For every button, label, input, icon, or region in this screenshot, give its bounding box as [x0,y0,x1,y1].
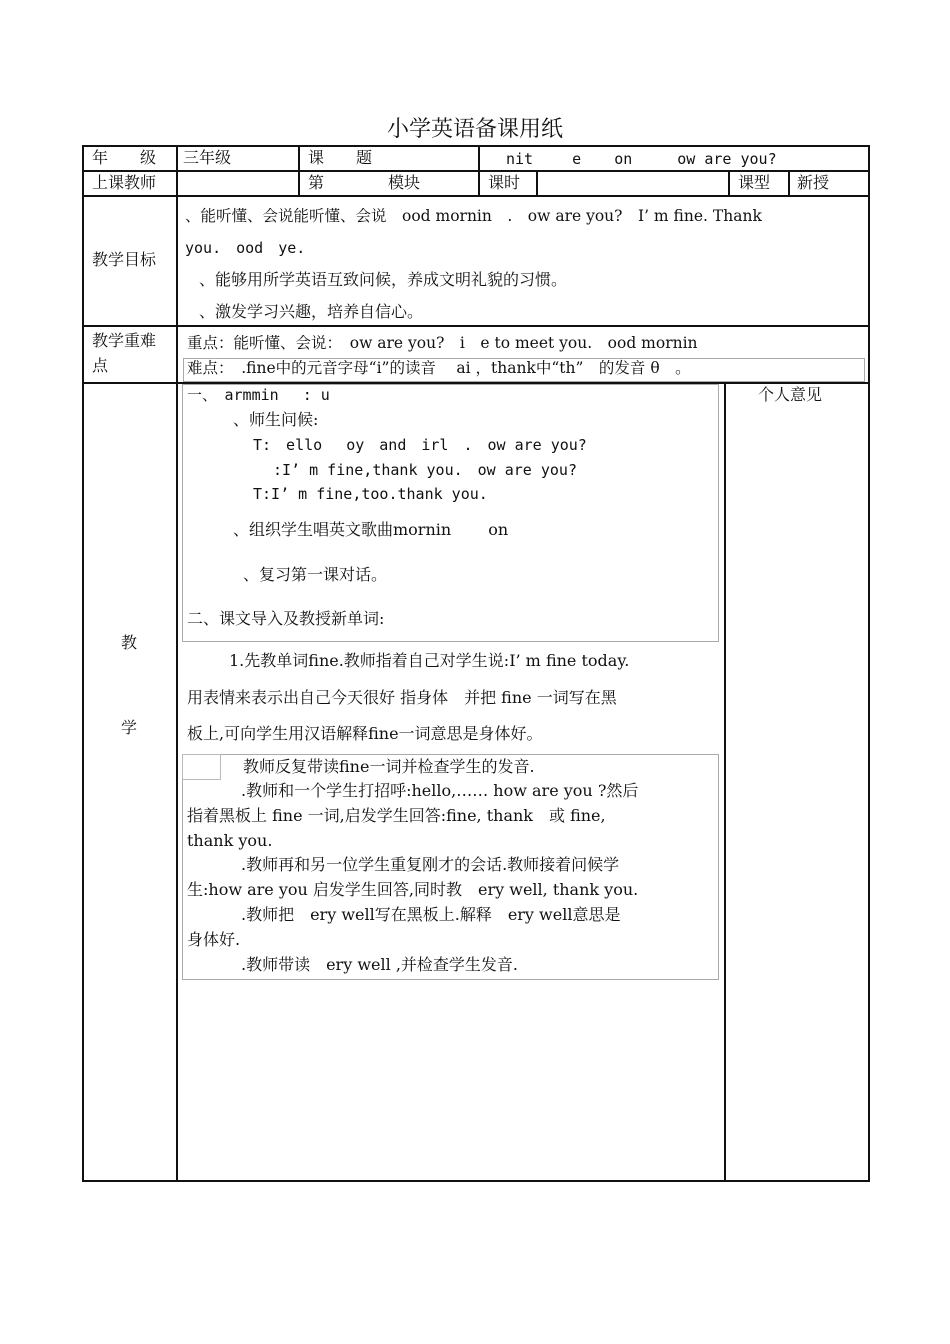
topic-value: nit e on ow are you? [506,150,777,168]
step-5-line-b: 身体好. [187,930,241,949]
step-1-line-a: 1.先教单词fine.教师指着自己对学生说:I’ m fine today. [229,651,630,670]
dialog-line-2: :I’ m fine,thank you. ow are you? [273,461,577,479]
keypoints-label-2: 点 [92,356,109,375]
goals-line-2: you. ood ye. [185,239,306,257]
dialog-line-3: T:I’ m fine,too.thank you. [253,485,488,503]
step-1-line-c: 板上,可向学生用汉语解释fine一词意思是身体好。 [187,724,543,743]
step-3-line-c: thank you. [187,831,273,850]
goals-line-3: 、能够用所学英语互致问候，养成文明礼貌的习惯。 [199,270,568,289]
goals-line-4: 、激发学习兴趣，培养自信心。 [199,302,424,321]
keypoints-difficulty: 难点： .fine中的元音字母“i”的读音 ai ，thank中“th” 的发音 θ 。 [187,359,691,377]
period-label: 课时 [488,173,521,192]
step-3-line-b: 指着黑板上 fine 一词,启发学生回答:fine, thank 或 fine, [187,806,606,825]
step-3-line-a: .教师和一个学生打招呼:hello,…… how are you ?然后 [241,781,639,800]
dialog-line-1: T: ello oy and irl . ow are you? [253,436,587,454]
step-2: 教师反复带读fine一词并检查学生的发音. [243,757,535,776]
keypoints-label-1: 教学重难 [92,331,157,350]
type-label: 课型 [738,173,771,192]
keypoints-focus: 重点：能听懂、会说： ow are you? i e to meet you. ood mornin [187,334,698,352]
greet-title: 、师生问候: [233,410,319,429]
step-4-line-b: 生:how are you 启发学生回答,同时教 ery well, thank you. [187,880,639,899]
teacher-label: 上课教师 [92,173,157,192]
review-line: 、复习第一课对话。 [243,565,388,584]
warmup-heading: 一、 armmin : u [187,386,330,404]
step-5-line-a: .教师把 ery well写在黑板上.解释 ery well意思是 [241,905,621,924]
topic-label: 课 题 [308,148,373,167]
grade-value: 三年级 [183,148,232,167]
page-title: 小学英语备课用纸 [386,117,563,142]
step-6: .教师带读 ery well ,并检查学生发音. [241,955,518,974]
goals-label: 教学目标 [92,250,157,269]
type-value: 新授 [797,173,830,192]
step-4-line-a: .教师再和另一位学生重复刚才的会话.教师接着问候学 [241,855,620,874]
step-1-line-b: 用表情来表示出自己今天很好 指身体 并把 fine 一词写在黑 [187,688,617,707]
song-line: 、组织学生唱英文歌曲mornin on [233,520,509,539]
module-label: 第 模块 [308,173,421,192]
teaching-label-bottom: 学 [121,718,138,737]
opinion-label: 个人意见 [758,385,823,404]
goals-line-1: 、能听懂、会说能听懂、会说 ood mornin . ow are you? I’ m fine. Thank [185,207,762,225]
teaching-label-top: 教 [121,633,138,652]
section-2-heading: 二、课文导入及教授新单词: [187,609,385,628]
grade-label: 年 级 [92,148,157,167]
